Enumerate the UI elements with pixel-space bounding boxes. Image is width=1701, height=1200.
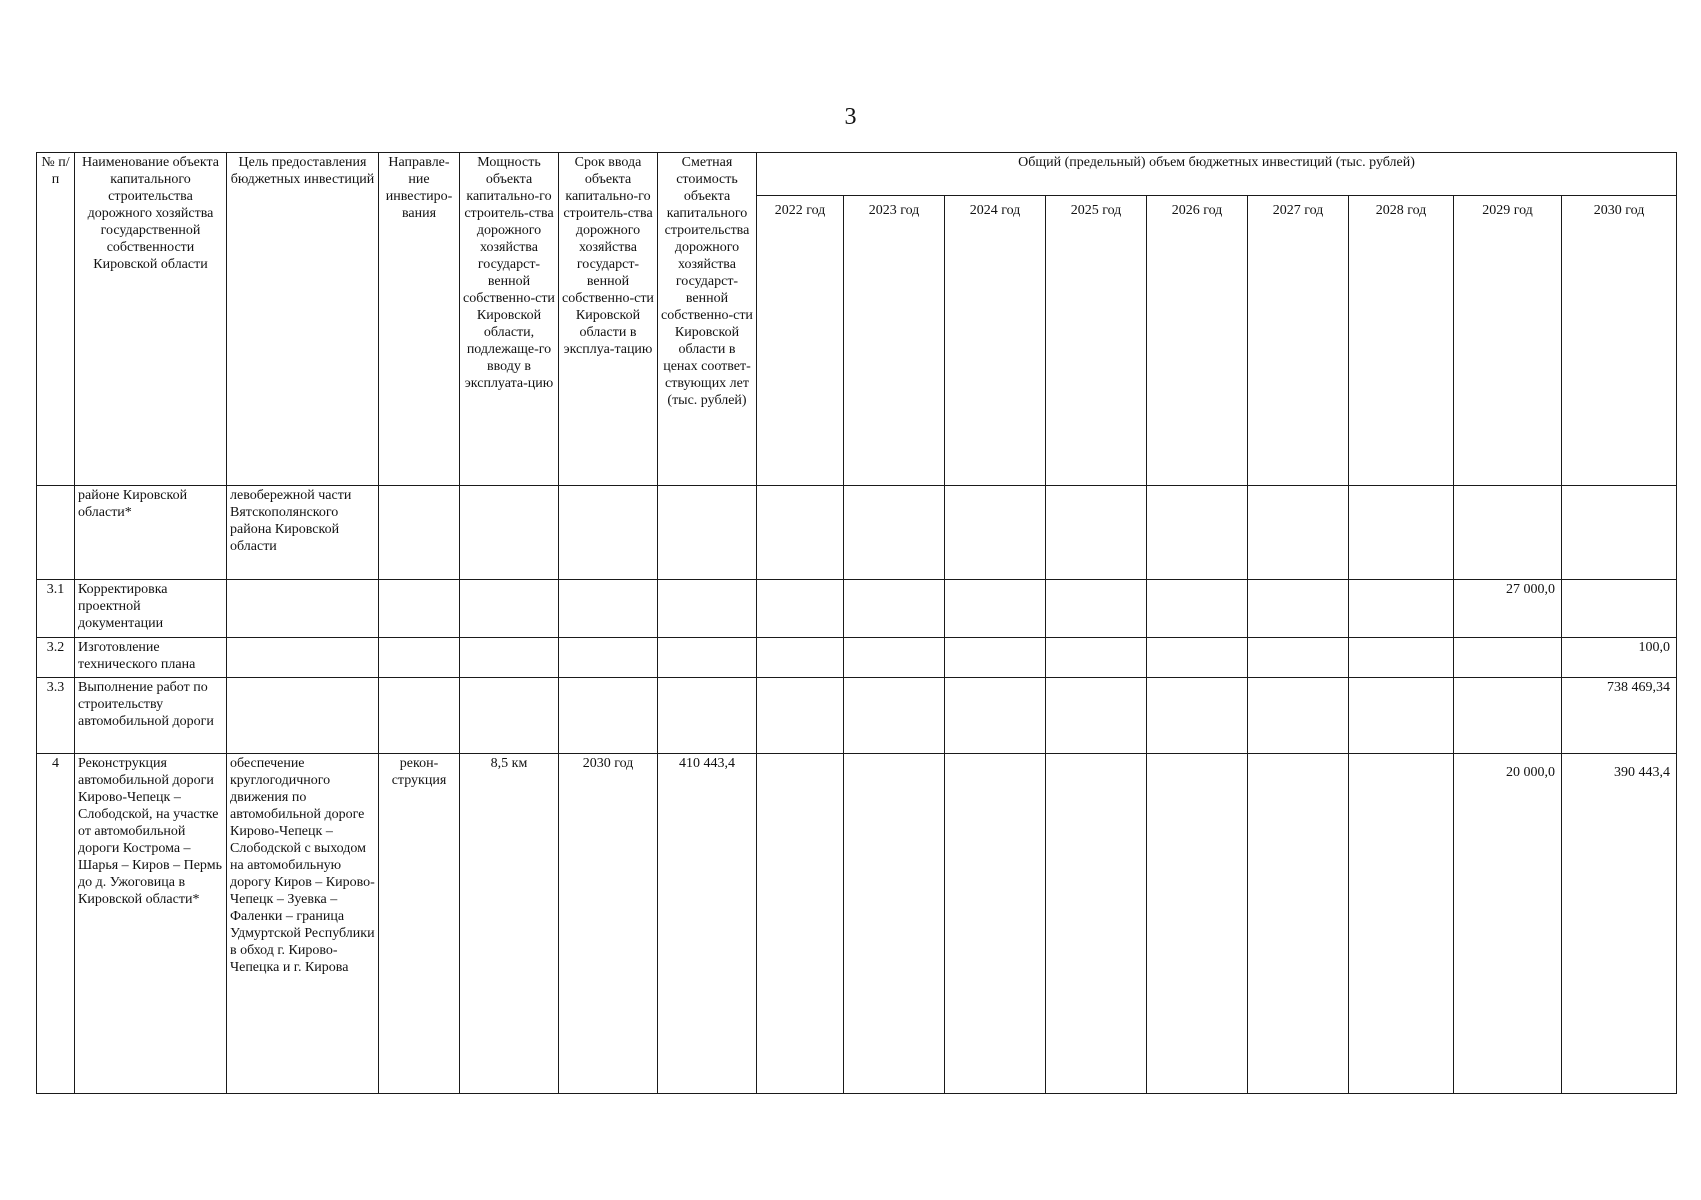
row-value-2027 (1248, 678, 1349, 754)
row-num: 3.3 (37, 678, 75, 754)
row-value-2029: 27 000,0 (1454, 580, 1562, 638)
row-term (559, 638, 658, 678)
row-value-2024 (945, 678, 1046, 754)
table-row (37, 678, 1677, 754)
row-object-name: Реконструкция автомобильной дороги Кирово-Чепецк – Слободской, на участке от автомобильной дороги Кострома – Шарья – Киров – Пермь до д. Ужоговица в Кировской области* (75, 754, 227, 1094)
row-value-2025 (1046, 754, 1147, 1094)
row-value-2024 (945, 486, 1046, 580)
row-num: 4 (37, 754, 75, 1094)
row-object-name: Выполнение работ по строительству автомобильной дороги (75, 678, 227, 754)
row-value-2026 (1147, 638, 1248, 678)
row-value-2030: 738 469,34 (1562, 678, 1677, 754)
row-term: 2030 год (559, 754, 658, 1094)
table-row (37, 754, 1677, 1094)
row-value-2026 (1147, 486, 1248, 580)
row-value-2029: 20 000,0 (1454, 754, 1562, 1094)
row-value-2028 (1349, 678, 1454, 754)
page-number: 3 (844, 104, 857, 130)
row-goal: обеспечение круглогодичного движения по автомобильной дороге Кирово-Чепецк – Слободской с выходом на автомобильную дорогу Киров – Кирово-Чепецк – Зуевка – Фаленки – граница Удмуртской Республики в обход г. Кирово-Чепецка и г. Кирова (227, 754, 379, 1094)
row-capacity: 8,5 км (460, 754, 559, 1094)
row-value-2026 (1147, 580, 1248, 638)
row-cost: 410 443,4 (658, 754, 757, 1094)
row-value-2029 (1454, 638, 1562, 678)
row-value-2022 (757, 638, 844, 678)
row-direction (379, 678, 460, 754)
row-value-2030: 390 443,4 (1562, 754, 1677, 1094)
row-direction (379, 486, 460, 580)
row-capacity (460, 678, 559, 754)
row-value-2024 (945, 580, 1046, 638)
row-goal: левобережной части Вятскополянского района Кировской области (227, 486, 379, 580)
row-value-2023 (844, 486, 945, 580)
row-goal (227, 678, 379, 754)
row-goal (227, 638, 379, 678)
row-term (559, 678, 658, 754)
header-year-2026: 2026 год (1147, 196, 1248, 486)
header-object-name: Наименование объекта капитального строительства дорожного хозяйства государственной собственности Кировской области (75, 153, 227, 486)
row-object-name: Корректировка проектной документации (75, 580, 227, 638)
row-value-2025 (1046, 580, 1147, 638)
row-num: 3.2 (37, 638, 75, 678)
row-value-2025 (1046, 678, 1147, 754)
header-direction: Направле-ние инвестиро-вания (379, 153, 460, 486)
row-goal (227, 580, 379, 638)
row-value-2024 (945, 754, 1046, 1094)
row-value-2023 (844, 754, 945, 1094)
header-cost: Сметная стоимость объекта капитального строительства дорожного хозяйства государст-венной собственно-сти Кировской области в ценах соответ-ствующих лет (тыс. рублей) (658, 153, 757, 486)
row-value-2025 (1046, 638, 1147, 678)
row-value-2023 (844, 638, 945, 678)
row-value-2027 (1248, 580, 1349, 638)
row-value-2023 (844, 580, 945, 638)
header-term: Срок ввода объекта капитально-го строитель-ства дорожного хозяйства государст-венной собственно-сти Кировской области в эксплуа-тацию (559, 153, 658, 486)
row-value-2022 (757, 754, 844, 1094)
row-object-name: районе Кировской области* (75, 486, 227, 580)
header-year-2025: 2025 год (1046, 196, 1147, 486)
header-year-2029: 2029 год (1454, 196, 1562, 486)
header-capacity: Мощность объекта капитально-го строитель-ства дорожного хозяйства государст-венной собственно-сти Кировской области, подлежаще-го вводу в эксплуата-цию (460, 153, 559, 486)
row-value-2027 (1248, 486, 1349, 580)
header-year-2023: 2023 год (844, 196, 945, 486)
row-value-2028 (1349, 638, 1454, 678)
header-total-investment: Общий (предельный) объем бюджетных инвестиций (тыс. рублей) (757, 153, 1677, 196)
row-value-2030 (1562, 486, 1677, 580)
row-capacity (460, 580, 559, 638)
header-year-2024: 2024 год (945, 196, 1046, 486)
header-year-2027: 2027 год (1248, 196, 1349, 486)
row-value-2024 (945, 638, 1046, 678)
header-year-2030: 2030 год (1562, 196, 1677, 486)
row-cost (658, 638, 757, 678)
header-year-2028: 2028 год (1349, 196, 1454, 486)
row-cost (658, 678, 757, 754)
row-capacity (460, 486, 559, 580)
table-row (37, 486, 1677, 580)
row-value-2023 (844, 678, 945, 754)
row-object-name: Изготовление технического плана (75, 638, 227, 678)
header-num: № п/п (37, 153, 75, 486)
row-value-2026 (1147, 678, 1248, 754)
row-value-2029 (1454, 486, 1562, 580)
row-value-2025 (1046, 486, 1147, 580)
row-value-2029 (1454, 678, 1562, 754)
row-value-2027 (1248, 754, 1349, 1094)
row-value-2022 (757, 486, 844, 580)
row-cost (658, 486, 757, 580)
row-value-2022 (757, 678, 844, 754)
table-row (37, 638, 1677, 678)
row-num: 3.1 (37, 580, 75, 638)
row-num (37, 486, 75, 580)
table-row (37, 580, 1677, 638)
row-value-2028 (1349, 754, 1454, 1094)
row-direction: рекон-струкция (379, 754, 460, 1094)
investment-table (36, 152, 1677, 1094)
row-value-2027 (1248, 638, 1349, 678)
row-value-2030: 100,0 (1562, 638, 1677, 678)
row-value-2028 (1349, 580, 1454, 638)
row-value-2026 (1147, 754, 1248, 1094)
row-cost (658, 580, 757, 638)
header-year-2022: 2022 год (757, 196, 844, 486)
row-capacity (460, 638, 559, 678)
row-value-2030 (1562, 580, 1677, 638)
row-term (559, 486, 658, 580)
row-value-2022 (757, 580, 844, 638)
header-goal: Цель предоставления бюджетных инвестиций (227, 153, 379, 486)
row-direction (379, 638, 460, 678)
row-term (559, 580, 658, 638)
row-direction (379, 580, 460, 638)
row-value-2028 (1349, 486, 1454, 580)
